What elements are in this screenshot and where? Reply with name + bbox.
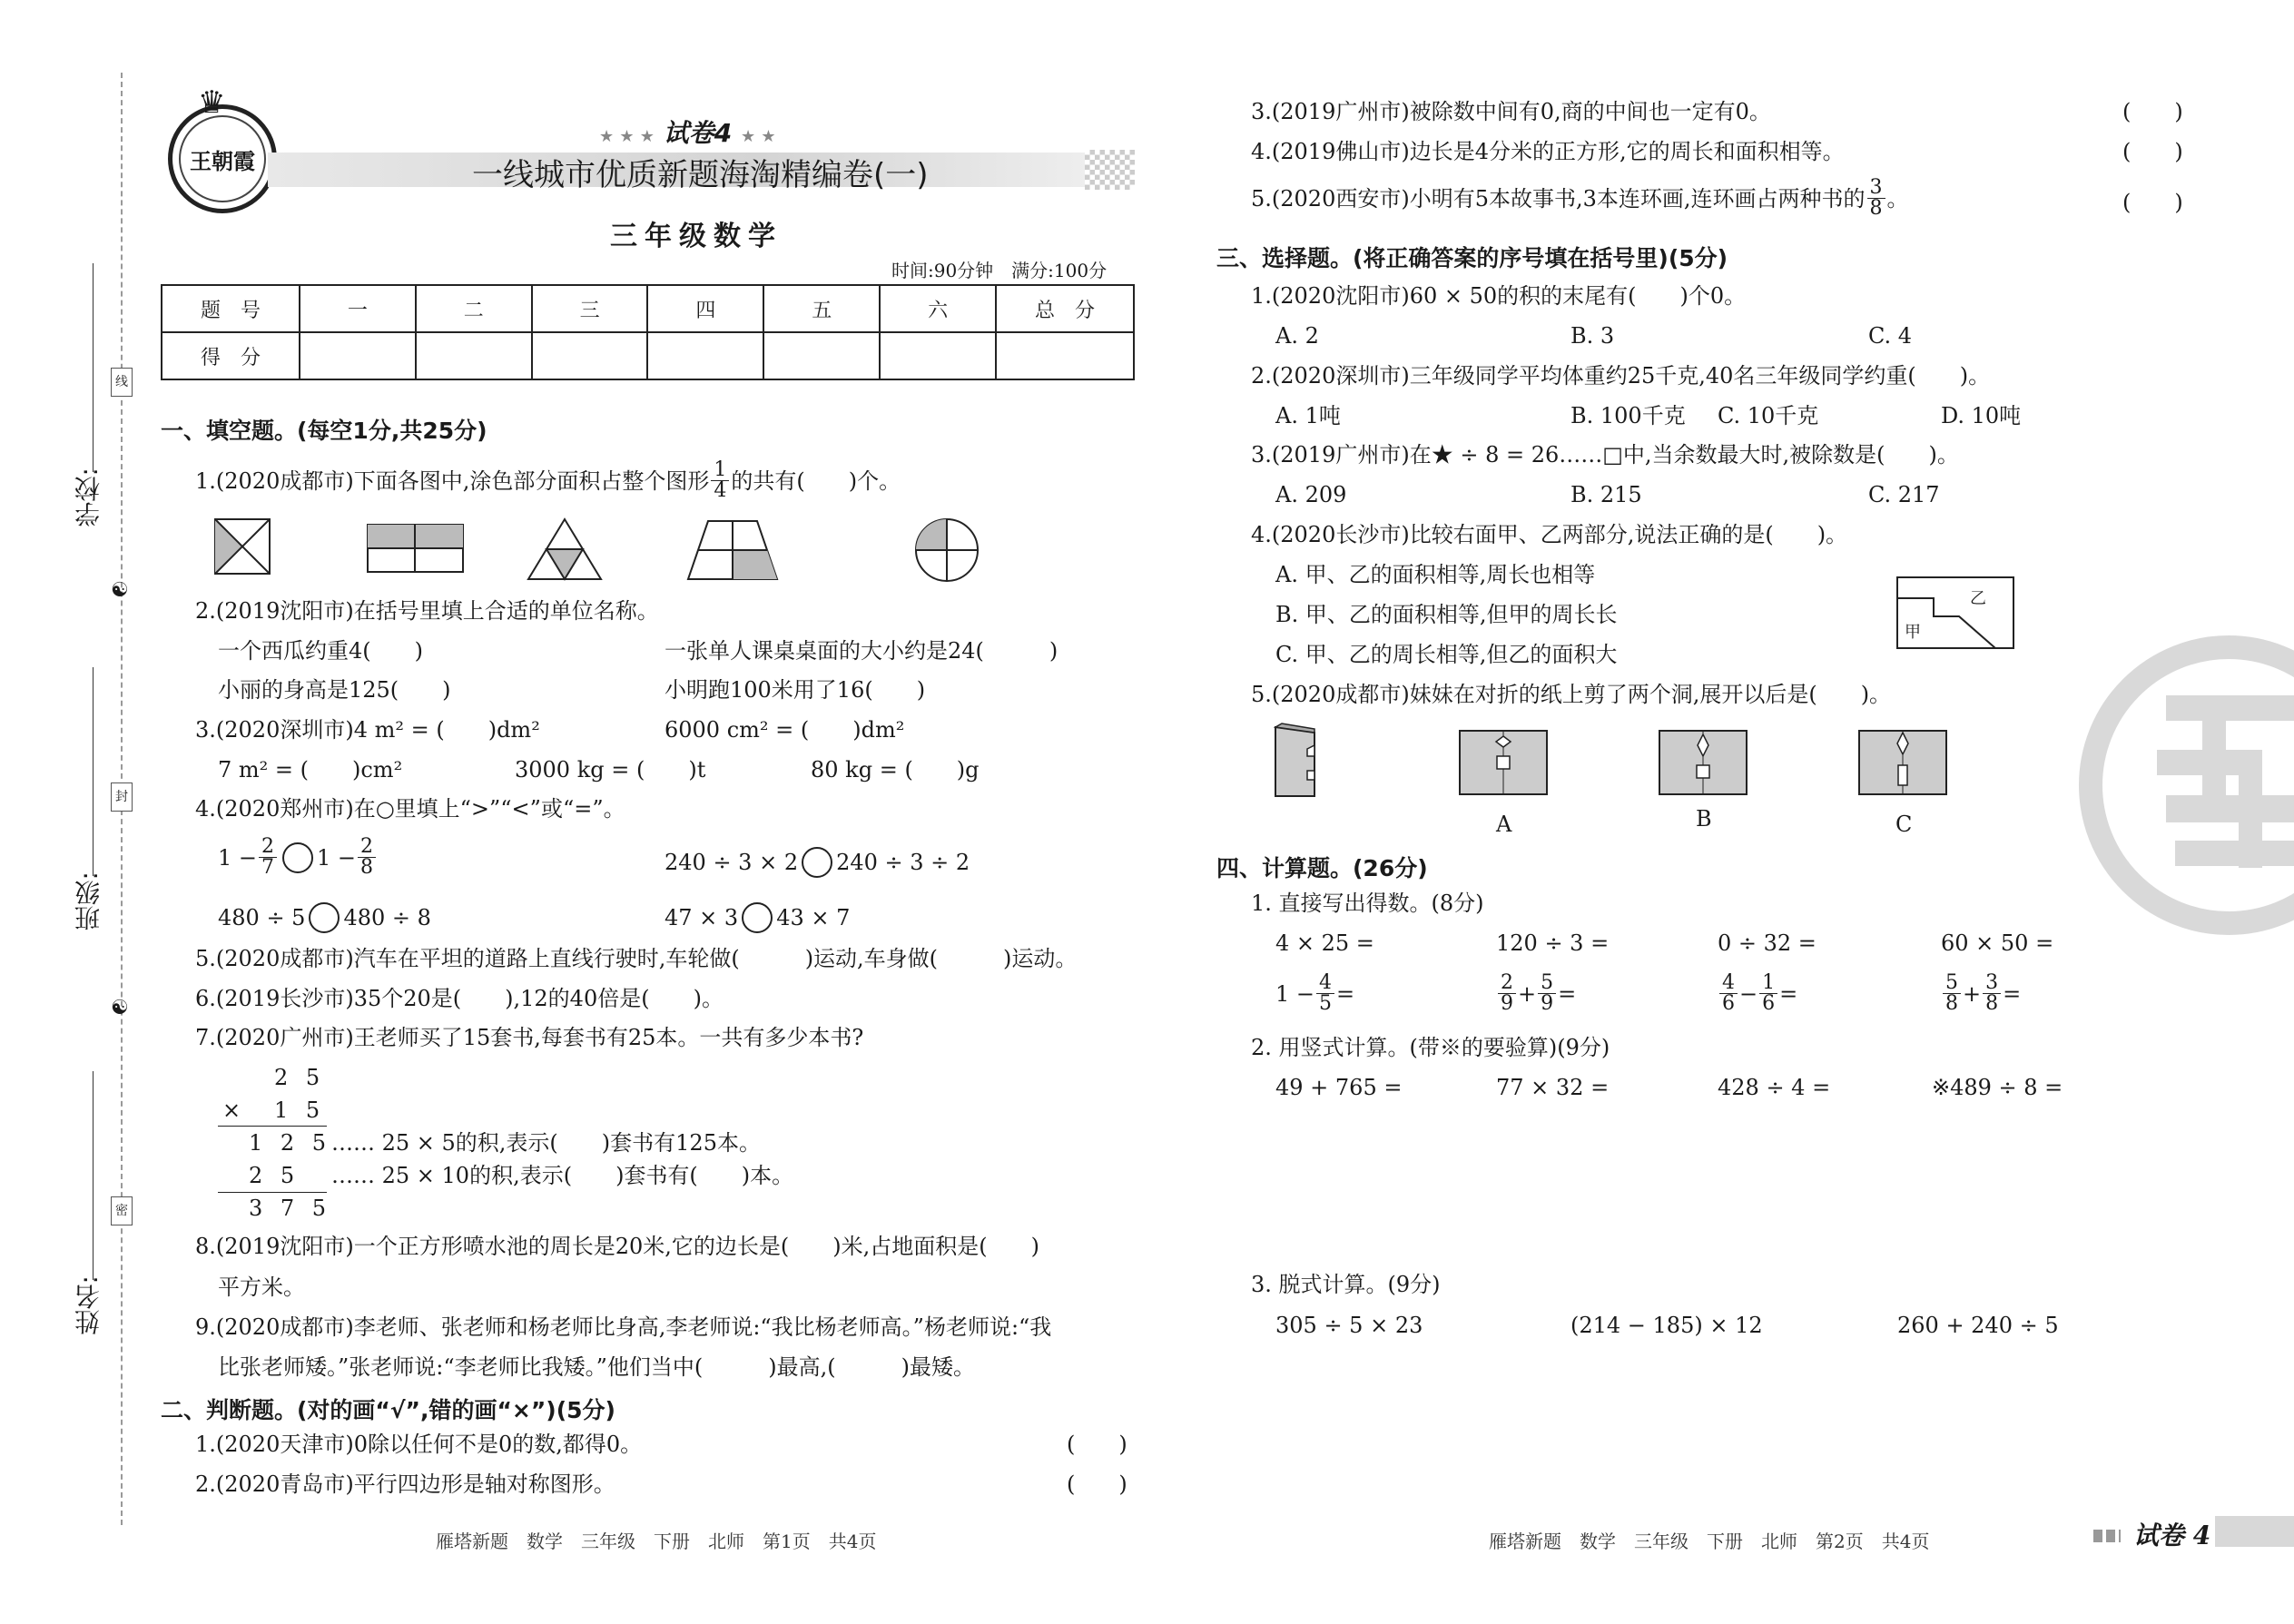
s3-q1-opt-c[interactable]: C. 4 <box>1868 323 1913 349</box>
sidebar-name-line <box>93 1071 94 1280</box>
s4-r2-a: 1 − $\frac{4}{5}$ = <box>1275 971 1355 1015</box>
s1-q4-d: 47 × 3 43 × 7 <box>665 902 850 933</box>
s1-q1: 1.(2020成都市)下面各图中,涂色部分面积占整个图形 $\frac{1}{4}$ 的共有( )个。 <box>195 458 901 502</box>
class-label: 班级: <box>74 871 103 931</box>
figure-circle <box>916 519 978 581</box>
score-input[interactable] <box>300 332 416 379</box>
q7-row3: 1 2 5 <box>249 1130 332 1156</box>
s1-q7: 7.(2020广州市)王老师买了15套书,每套书有25本。一共有多少本书? <box>195 1025 864 1050</box>
score-input[interactable] <box>416 332 532 379</box>
footer-right: 雁塔新题 数学 三年级 下册 北师 第2页 共4页 <box>1489 1530 1930 1552</box>
s4-q2: 2. 用竖式计算。(带※的要验算)(9分) <box>1251 1035 1610 1060</box>
score-cell: 一 <box>300 285 416 332</box>
q7-rule-2 <box>218 1192 327 1193</box>
footer-left: 雁塔新题 数学 三年级 下册 北师 第1页 共4页 <box>436 1530 877 1552</box>
s4-r1-a: 4 × 25 = <box>1275 930 1374 956</box>
main-title: 一线城市优质新题海淘精编卷(一) <box>472 157 929 193</box>
s4-r3-a: 49 + 765 = <box>1275 1075 1403 1100</box>
s2-q4: 4.(2019佛山市)边长是4分米的正方形,它的周长和面积相等。 <box>1251 139 1845 164</box>
s3-q2-opt-a[interactable]: A. 1吨 <box>1275 403 1341 428</box>
score-cell: 得 分 <box>162 332 300 379</box>
score-input[interactable] <box>647 332 763 379</box>
s3-q2-opt-c[interactable]: C. 10千克 <box>1718 403 1819 428</box>
q5-figures <box>1271 722 1961 803</box>
s1-q5: 5.(2020成都市)汽车在平坦的道路上直线行驶时,车轮做( )运动,车身做( )运动。 <box>195 946 1078 971</box>
s3-q1-opt-a[interactable]: A. 2 <box>1275 323 1319 349</box>
option-c-figure <box>1859 731 1946 794</box>
s2-q2: 2.(2020青岛市)平行四边形是轴对称图形。 <box>195 1471 615 1497</box>
s1-q2-d: 小明跑100米用了16( ) <box>665 677 926 703</box>
s3-q5: 5.(2020成都市)妹妹在对折的纸上剪了两个洞,展开以后是( )。 <box>1251 682 1892 707</box>
s1-q2: 2.(2019沈阳市)在括号里填上合适的单位名称。 <box>195 598 659 624</box>
footer-badge: 试卷 4 <box>2133 1521 2211 1550</box>
section2-title: 二、判断题。(对的画“√”,错的画“×”)(5分) <box>161 1397 615 1423</box>
s2-q4-answer[interactable]: ( ) <box>2122 139 2183 164</box>
figure-square-x <box>215 519 270 574</box>
s4-r4-c: 260 + 240 ÷ 5 <box>1897 1313 2059 1338</box>
s4-r3-b: 77 × 32 = <box>1496 1075 1610 1100</box>
secret-watermark-icon <box>2079 635 2294 935</box>
s3-q4-opt-c[interactable]: C. 甲、乙的周长相等,但乙的面积大 <box>1275 642 1618 667</box>
score-cell: 三 <box>532 285 648 332</box>
s1-q2-c: 小丽的身高是125( ) <box>218 677 451 703</box>
s1-q6: 6.(2019长沙市)35个20是( ),12的40倍是( )。 <box>195 986 724 1011</box>
sidebar-school-line <box>93 263 94 472</box>
q7-rule-1 <box>218 1126 327 1127</box>
s1-q4-a: 1 − $\frac{2}{7}$ 1 − $\frac{2}{8}$ <box>218 837 378 878</box>
s1-q3-a: 3.(2020深圳市)4 m² = ( )dm² <box>195 717 540 743</box>
s1-q3-e: 80 kg = ( )g <box>811 757 980 782</box>
figure-triangle <box>528 519 601 579</box>
paper-number: 试卷4 <box>663 118 733 148</box>
s3-q2: 2.(2020深圳市)三年级同学平均体重约25千克,40名三年级同学约重( )。 <box>1251 363 1991 389</box>
school-label: 学校: <box>74 468 103 527</box>
brand-text: 王朝霞 <box>190 147 255 174</box>
s4-r3-c: 428 ÷ 4 = <box>1718 1075 1831 1100</box>
s4-r2-d: $\frac{5}{8}$ + $\frac{3}{8}$ = <box>1941 973 2021 1014</box>
score-cell: 二 <box>416 285 532 332</box>
s2-q2-answer[interactable]: ( ) <box>1067 1471 1127 1497</box>
s4-r3-d: ※489 ÷ 8 = <box>1932 1075 2063 1100</box>
figure-rectangle-grid <box>368 525 463 572</box>
subject-title: 三年级数学 <box>610 221 783 252</box>
s1-q8: 8.(2019沈阳市)一个正方形喷水池的周长是20米,它的边长是( )米,占地面积是( ) <box>195 1234 1039 1259</box>
crown-icon: ♛ <box>198 84 226 121</box>
score-cell: 总 分 <box>996 285 1134 332</box>
footer-badge-squares <box>2093 1530 2121 1542</box>
section4-title: 四、计算题。(26分) <box>1216 855 1428 881</box>
s1-q9: 9.(2020成都市)李老师、张老师和杨老师比身高,李老师说:“我比杨老师高。”杨老师说:“我 <box>195 1314 1052 1340</box>
s1-q9-b: 比张老师矮。”张老师说:“李老师比我矮。”他们当中( )最高,( )最矮。 <box>218 1354 975 1380</box>
s1-q8-b: 平方米。 <box>218 1275 305 1300</box>
s1-q3-c: 7 m² = ( )cm² <box>218 757 403 782</box>
s3-q3-opt-c[interactable]: C. 217 <box>1868 482 1940 507</box>
folded-paper <box>1275 723 1314 796</box>
s3-q4: 4.(2020长沙市)比较右面甲、乙两部分,说法正确的是( )。 <box>1251 522 1848 547</box>
section3-title: 三、选择题。(将正确答案的序号填在括号里)(5分) <box>1216 245 1728 271</box>
s3-q3: 3.(2019广州市)在★ ÷ 8 = 26……□中,当余数最大时,被除数是( )。 <box>1251 442 1959 468</box>
compare-circle[interactable] <box>309 902 340 933</box>
score-table <box>161 284 1135 380</box>
s4-r2-b: $\frac{2}{9}$ + $\frac{5}{9}$ = <box>1496 973 1576 1014</box>
sidebar-ornament-icon: ☯ <box>111 579 129 602</box>
small-title: ★ ★ ★ 试卷4 ★ ★ <box>599 118 776 148</box>
s1-q2-b: 一张单人课桌桌面的大小约是24( ) <box>665 638 1058 664</box>
score-header-row <box>162 285 1134 332</box>
q7-row4-note: …… 25 × 10的积,表示( )套书有( )本。 <box>331 1163 794 1188</box>
figure-trapezoid <box>688 521 777 579</box>
score-cell: 六 <box>880 285 996 332</box>
s4-r1-d: 60 × 50 = <box>1941 930 2054 956</box>
q1-figures <box>209 516 989 585</box>
compare-circle[interactable] <box>802 847 832 878</box>
score-input[interactable] <box>532 332 648 379</box>
s2-q1-answer[interactable]: ( ) <box>1067 1432 1127 1457</box>
s4-r1-c: 0 ÷ 32 = <box>1718 930 1816 956</box>
sidebar-ornament-icon: ☯ <box>111 997 129 1019</box>
s3-q2-opt-b[interactable]: B. 100千克 <box>1570 403 1686 428</box>
s3-q4-opt-a[interactable]: A. 甲、乙的面积相等,周长也相等 <box>1275 562 1596 587</box>
q4-figure-label-b: 乙 <box>1970 589 1986 608</box>
time-info: 时间:90分钟 满分:100分 <box>891 260 1108 281</box>
score-cell: 五 <box>763 285 880 332</box>
q5-label-c[interactable]: C <box>1895 812 1913 837</box>
q5-label-a[interactable]: A <box>1496 812 1512 837</box>
s3-q2-opt-d[interactable]: D. 10吨 <box>1941 403 2022 428</box>
compare-circle[interactable] <box>742 902 773 933</box>
s1-q3-b: 6000 cm² = ( )dm² <box>665 717 905 743</box>
s3-q4-opt-b[interactable]: B. 甲、乙的面积相等,但甲的周长长 <box>1275 602 1618 627</box>
q5-label-b[interactable]: B <box>1696 806 1712 832</box>
s2-q3: 3.(2019广州市)被除数中间有0,商的中间也一定有0。 <box>1251 99 1771 124</box>
q7-row5: 3 7 5 <box>249 1196 332 1221</box>
q7-row3-note: …… 25 × 5的积,表示( )套书有125本。 <box>331 1130 761 1156</box>
score-cell: 题 号 <box>162 285 300 332</box>
seal-line-box: 线 <box>111 368 133 397</box>
s1-q4-b: 240 ÷ 3 × 2 240 ÷ 3 ÷ 2 <box>665 847 970 878</box>
s2-q5: 5.(2020西安市)小明有5本故事书,3本连环画,连环画占两种书的 $\frac{3}{8}$ 。 <box>1251 176 1909 220</box>
s3-q3-opt-b[interactable]: B. 215 <box>1570 482 1642 507</box>
q7-row2: 1 5 <box>274 1097 326 1123</box>
s4-r4-a: 305 ÷ 5 × 23 <box>1275 1313 1423 1338</box>
s1-q3-d: 3000 kg = ( )t <box>515 757 706 782</box>
s1-q4: 4.(2020郑州市)在○里填上“>”“<”或“=”。 <box>195 796 625 822</box>
s2-q3-answer[interactable]: ( ) <box>2122 99 2183 124</box>
score-value-row <box>162 332 1134 379</box>
q4-figure-label-a: 甲 <box>1905 623 1921 642</box>
q7-times: × <box>222 1097 241 1123</box>
sidebar-class-line <box>93 667 94 876</box>
s2-q5-answer[interactable]: ( ) <box>2122 190 2183 215</box>
section1-title: 一、填空题。(每空1分,共25分) <box>161 418 487 444</box>
score-input[interactable] <box>763 332 880 379</box>
q7-row1: 2 5 <box>274 1065 326 1090</box>
s3-q1-opt-b[interactable]: B. 3 <box>1570 323 1615 349</box>
name-label: 姓名: <box>74 1275 103 1335</box>
compare-circle[interactable] <box>282 842 313 873</box>
s4-r4-b: (214 − 185) × 12 <box>1570 1313 1763 1338</box>
seal-secret-box: 密 <box>111 1196 133 1225</box>
seal-seal-box: 封 <box>111 782 133 812</box>
score-cell: 四 <box>647 285 763 332</box>
option-a-figure <box>1460 731 1547 794</box>
s2-q1: 1.(2020天津市)0除以任何不是0的数,都得0。 <box>195 1432 643 1457</box>
s4-q3: 3. 脱式计算。(9分) <box>1251 1272 1441 1297</box>
s1-q4-c: 480 ÷ 5 480 ÷ 8 <box>218 902 431 933</box>
s4-q1: 1. 直接写出得数。(8分) <box>1251 891 1484 916</box>
s3-q1: 1.(2020沈阳市)60 × 50的积的末尾有( )个0。 <box>1251 283 1747 309</box>
ribbon-checker <box>1085 150 1135 190</box>
brand-logo <box>168 104 277 213</box>
q7-row4: 2 5 <box>249 1163 300 1188</box>
score-input[interactable] <box>996 332 1134 379</box>
s1-q2-a: 一个西瓜约重4( ) <box>218 638 423 664</box>
s3-q3-opt-a[interactable]: A. 209 <box>1275 482 1347 507</box>
option-b-figure <box>1659 731 1747 794</box>
footer-badge-bar <box>2215 1516 2294 1547</box>
s4-r1-b: 120 ÷ 3 = <box>1496 930 1610 956</box>
s4-r2-c: $\frac{4}{6}$ − $\frac{1}{6}$ = <box>1718 973 1797 1014</box>
score-input[interactable] <box>880 332 996 379</box>
